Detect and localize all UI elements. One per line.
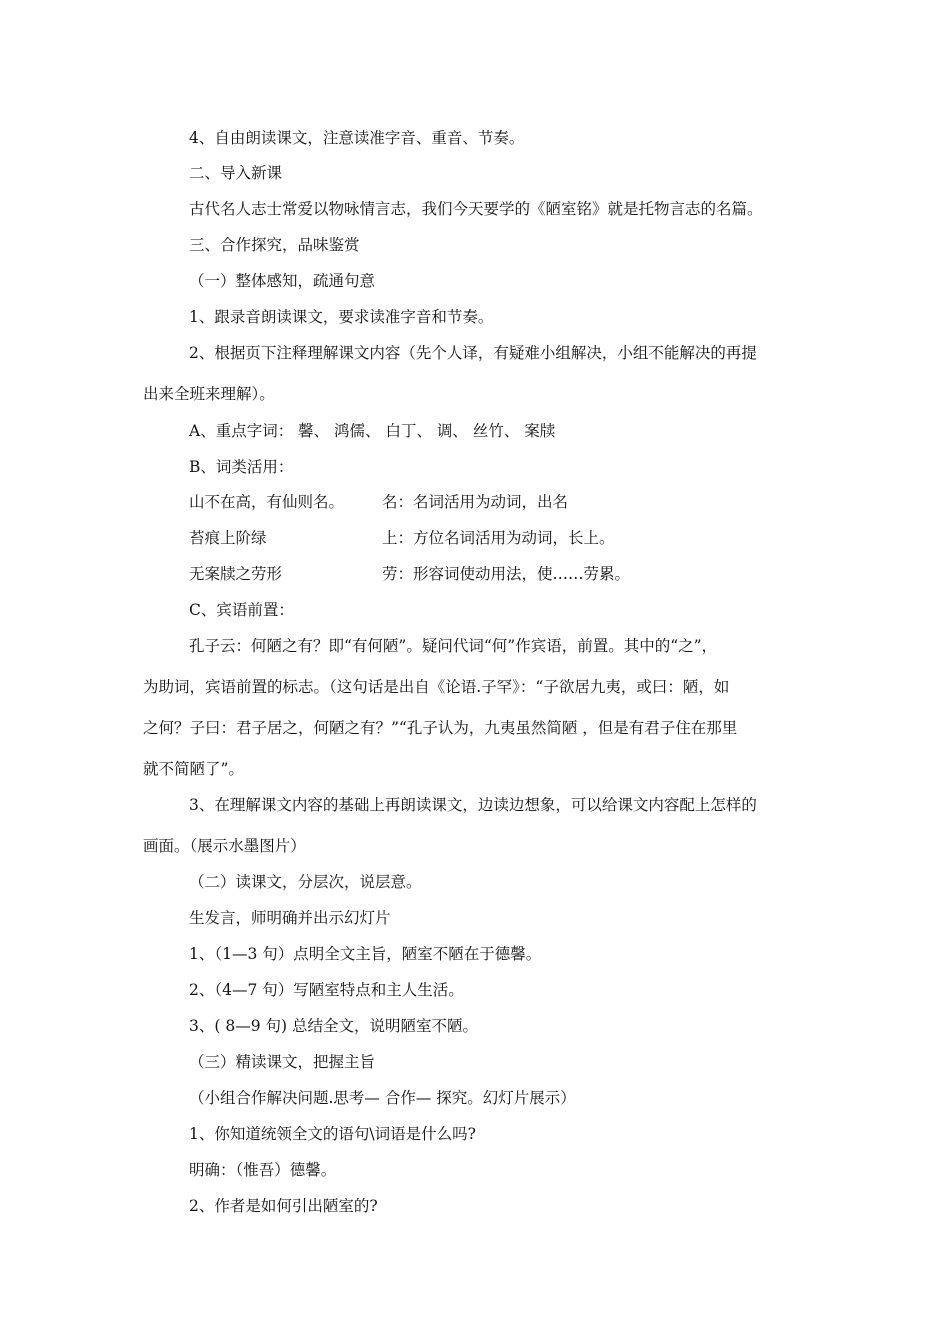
subsection-heading: （三）精读课文，把握主旨 [189,1053,376,1071]
text-line: 3、在理解课文内容的基础上再朗读课文，边读边想象，可以给课文内容配上怎样的 [189,796,757,814]
subsection-heading: （二）读课文，分层次，说层意。 [189,873,422,891]
text-line: 孔子云：何陋之有？即“有何陋”。疑问代词“何”作宾语，前置。其中的“之”， [189,637,718,655]
text-line: 1、你知道统领全文的语句\词语是什么吗? [189,1125,476,1143]
text-line: 2、（4—7 句）写陋室特点和主人生活。 [189,981,464,999]
text-line: 之何？子曰：君子居之，何陋之有？”“孔子认为，九夷虽然简陋 ，但是有君子住在那里 [143,719,738,737]
usage-sentence: 苔痕上阶绿 [189,529,267,547]
section-heading: 二、导入新课 [189,164,283,182]
text-line: 2、作者是如何引出陋室的? [189,1197,378,1215]
text-line: 古代名人志士常爱以物咏情言志，我们今天要学的《陋室铭》就是托物言志的名篇。 [189,200,763,218]
usage-sentence: 山不在高，有仙则名。 [189,493,345,511]
subsection-heading: （一）整体感知，疏通句意 [189,272,376,290]
text-line: 1、跟录音朗读课文，要求读准字音和节奏。 [189,308,494,326]
usage-explain: 劳：形容词使动用法，使……劳累。 [382,565,631,583]
usage-explain: 名：名词活用为动词，出名 [382,493,569,511]
text-line: 3、( 8—9 句) 总结全文，说明陋室不陋。 [189,1017,478,1035]
text-line: 画面。（展示水墨图片） [143,837,306,855]
text-line: 4、自由朗读课文，注意读准字音、重音、节奏。 [189,129,525,147]
text-line: 2、根据页下注释理解课文内容（先个人译，有疑难小组解决，小组不能解决的再提 [189,344,757,362]
text-line: 就不简陋了”。 [143,760,244,778]
text-line: A、重点字词： 馨、 鸿儒、 白丁、 调、 丝竹、 案牍 [189,422,556,440]
text-line: （小组合作解决问题.思考— 合作— 探究。幻灯片展示） [189,1089,576,1107]
text-line: 生发言，师明确并出示幻灯片 [189,909,391,927]
text-line: C、宾语前置： [189,601,294,619]
text-line: 出来全班来理解）。 [143,385,275,403]
section-heading: 三、合作探究，品味鉴赏 [189,236,360,254]
text-line: B、词类活用： [189,458,294,476]
usage-sentence: 无案牍之劳形 [189,565,283,583]
text-line: 1、（1—3 句）点明全文主旨，陋室不陋在于德馨。 [189,945,542,963]
text-line: 为助词，宾语前置的标志。（这句话是出自《论语.子罕》：“子欲居九夷，或曰：陋，如 [143,678,730,696]
usage-explain: 上：方位名词活用为动词，长上。 [382,529,615,547]
text-line: 明确：（惟吾）德馨。 [189,1161,337,1179]
